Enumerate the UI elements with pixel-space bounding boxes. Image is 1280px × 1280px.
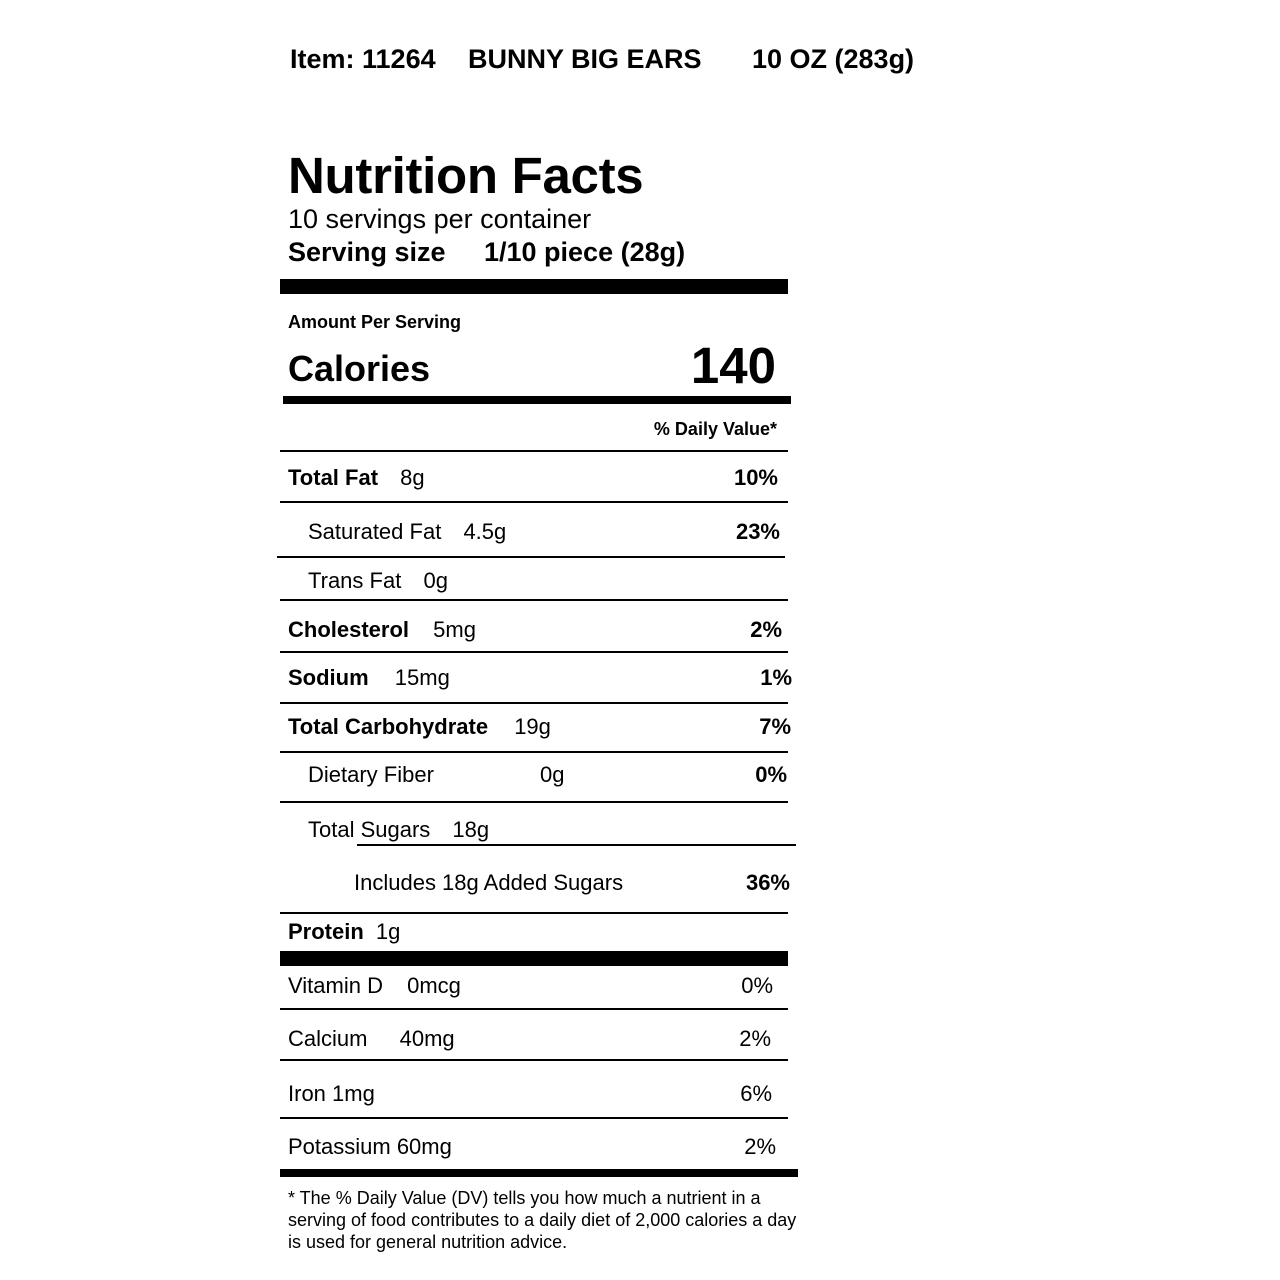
divider [280, 450, 788, 452]
net-weight: 10 OZ (283g) [752, 44, 915, 74]
saturated-fat-row [308, 519, 506, 545]
divider [280, 599, 788, 601]
dietary-fiber-amount: 0g [540, 762, 565, 787]
iron-dv: 6% [740, 1081, 772, 1106]
nutrient-amount: 5mg [433, 617, 476, 642]
serving-size-label: Serving size [288, 237, 446, 267]
divider [277, 556, 785, 558]
dietary-fiber-dv: 0% [755, 762, 787, 787]
divider [280, 801, 788, 803]
medium-divider [283, 396, 791, 404]
daily-value-header: % Daily Value* [653, 419, 777, 439]
nutrient-amount: 4.5g [463, 519, 507, 544]
nutrient-label: Cholesterol [288, 617, 410, 642]
nutrient-label: Total Sugars [308, 817, 431, 842]
nutrient-amount: 0g [423, 568, 448, 593]
divider [280, 702, 788, 704]
nutrient-amount: 40mg [399, 1026, 455, 1051]
divider [280, 751, 788, 753]
cholesterol-dv: 2% [750, 617, 782, 642]
vitamin-d-dv: 0% [741, 973, 773, 998]
nutrition-facts-title: Nutrition Facts [288, 147, 644, 204]
vitamin-d-row [288, 973, 461, 999]
nutrient-amount: 19g [514, 714, 551, 739]
added-sugars-dv: 36% [745, 870, 790, 895]
nutrient-amount: 18g [452, 817, 490, 842]
cholesterol-row [288, 617, 476, 643]
total-fat-row [288, 465, 425, 491]
serving-size-value: 1/10 piece (28g) [484, 237, 686, 267]
divider [280, 912, 788, 914]
protein-row [288, 919, 400, 945]
divider [280, 1059, 788, 1061]
divider [280, 651, 788, 653]
nutrient-label: Total Fat [288, 465, 379, 490]
daily-value-footnote: * The % Daily Value (DV) tells you how much a nutrient in a serving of food contributes to a daily diet of 2,000 calories a day is used for general nutrition advice. [288, 1188, 797, 1252]
calcium-row [288, 1026, 455, 1052]
saturated-fat-dv: 23% [735, 519, 780, 544]
medium-divider-bottom [280, 1169, 798, 1177]
total-sugars-row [308, 817, 489, 843]
sodium-dv: 1% [760, 665, 792, 690]
product-name: BUNNY BIG EARS [468, 44, 702, 74]
sodium-row [288, 665, 450, 691]
nutrient-label: Vitamin D [288, 973, 383, 998]
divider [280, 501, 788, 503]
iron-label: Iron 1mg [288, 1081, 375, 1106]
added-sugars-label: Includes 18g Added Sugars [354, 870, 624, 895]
potassium-dv: 2% [744, 1134, 776, 1159]
calories-label: Calories [288, 348, 431, 389]
nutrient-label: Protein [288, 919, 364, 944]
trans-fat-row [308, 568, 448, 594]
servings-per-container: 10 servings per container [288, 204, 592, 234]
nutrient-label: Sodium [288, 665, 369, 690]
nutrient-label: Total Carbohydrate [288, 714, 489, 739]
total-carbohydrate-dv: 7% [759, 714, 791, 739]
nutrient-amount: 15mg [394, 665, 450, 690]
amount-per-serving: Amount Per Serving [288, 312, 462, 332]
dietary-fiber-label: Dietary Fiber [308, 762, 434, 787]
divider [280, 1117, 788, 1119]
divider [280, 1008, 788, 1010]
calories-value: 140 [690, 337, 776, 394]
nutrient-amount: 0mcg [407, 973, 461, 998]
nutrient-amount: 1g [375, 919, 401, 944]
item-number: Item: 11264 [290, 44, 436, 74]
nutrient-label: Calcium [288, 1026, 368, 1051]
nutrient-amount: 8g [400, 465, 425, 490]
nutrient-label: Trans Fat [308, 568, 402, 593]
total-fat-dv: 10% [733, 465, 778, 490]
divider [357, 844, 796, 846]
calcium-dv: 2% [739, 1026, 771, 1051]
potassium-label: Potassium 60mg [288, 1134, 452, 1159]
thick-divider-vitamins [280, 951, 788, 966]
nutrient-label: Saturated Fat [308, 519, 442, 544]
total-carbohydrate-row [288, 714, 551, 740]
thick-divider-top [280, 279, 788, 294]
